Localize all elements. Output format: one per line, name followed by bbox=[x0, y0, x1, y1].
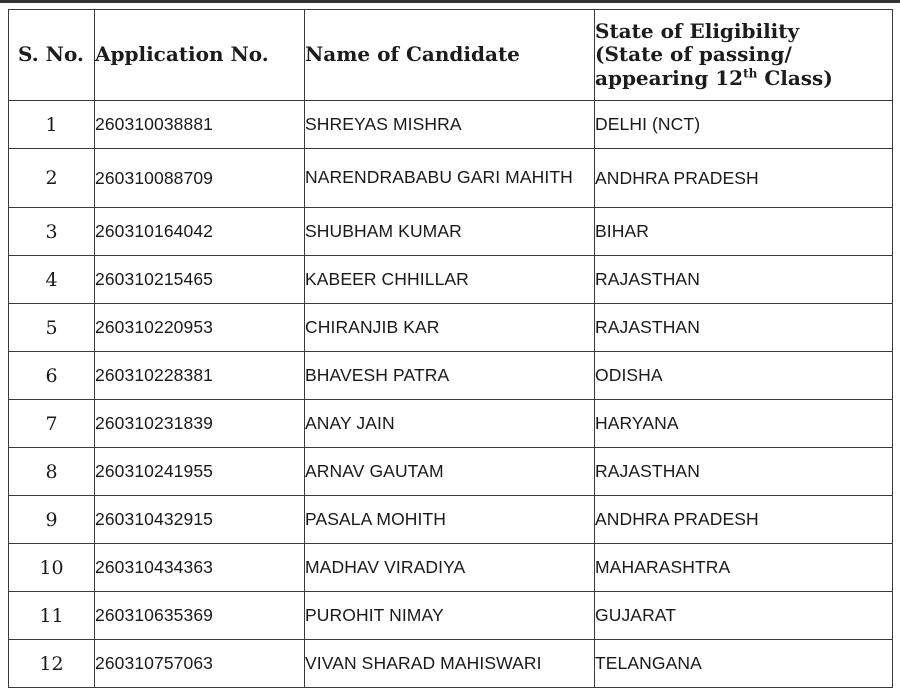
header-state-line-2: (State of passing/ bbox=[595, 42, 792, 67]
table-row bbox=[9, 352, 893, 400]
cell-state: ANDHRA PRADESH bbox=[595, 149, 893, 208]
cell-application-no: 260310231839 bbox=[95, 400, 305, 448]
header-state-of-eligibility bbox=[595, 10, 893, 101]
cell-candidate-name: KABEER CHHILLAR bbox=[305, 256, 595, 304]
header-candidate-name: Name of Candidate bbox=[305, 10, 595, 101]
cell-sno: 9 bbox=[9, 496, 95, 544]
header-state-superscript: th bbox=[743, 66, 758, 81]
cell-state: TELANGANA bbox=[595, 640, 893, 688]
cell-candidate-name: ARNAV GAUTAM bbox=[305, 448, 595, 496]
cell-candidate-name: MADHAV VIRADIYA bbox=[305, 544, 595, 592]
cell-application-no: 260310220953 bbox=[95, 304, 305, 352]
table-row bbox=[9, 304, 893, 352]
candidate-list-container bbox=[8, 9, 892, 688]
cell-sno: 4 bbox=[9, 256, 95, 304]
table-row bbox=[9, 544, 893, 592]
cell-state: GUJARAT bbox=[595, 592, 893, 640]
cell-candidate-name: VIVAN SHARAD MAHISWARI bbox=[305, 640, 595, 688]
cell-application-no: 260310228381 bbox=[95, 352, 305, 400]
cell-candidate-name: NARENDRABABU GARI MAHITH bbox=[305, 149, 595, 208]
cell-application-no: 260310215465 bbox=[95, 256, 305, 304]
cell-state: BIHAR bbox=[595, 208, 893, 256]
cell-application-no: 260310038881 bbox=[95, 101, 305, 149]
table-row bbox=[9, 208, 893, 256]
cell-state: RAJASTHAN bbox=[595, 256, 893, 304]
cell-state: RAJASTHAN bbox=[595, 304, 893, 352]
table-row bbox=[9, 448, 893, 496]
cell-sno: 3 bbox=[9, 208, 95, 256]
table-row bbox=[9, 149, 893, 208]
header-state-line-3-end: Class) bbox=[757, 65, 833, 90]
cell-application-no: 260310434363 bbox=[95, 544, 305, 592]
header-sno: S. No. bbox=[9, 10, 95, 101]
cell-sno: 1 bbox=[9, 101, 95, 149]
cell-sno: 2 bbox=[9, 149, 95, 208]
cell-state: MAHARASHTRA bbox=[595, 544, 893, 592]
table-body bbox=[9, 101, 893, 688]
header-application-no: Application No. bbox=[95, 10, 305, 101]
cell-candidate-name: SHREYAS MISHRA bbox=[305, 101, 595, 149]
cell-application-no: 260310432915 bbox=[95, 496, 305, 544]
cell-state: ODISHA bbox=[595, 352, 893, 400]
cell-application-no: 260310088709 bbox=[95, 149, 305, 208]
cell-application-no: 260310635369 bbox=[95, 592, 305, 640]
header-state-line-3-text: appearing 12 bbox=[595, 65, 744, 90]
cell-application-no: 260310757063 bbox=[95, 640, 305, 688]
cell-application-no: 260310241955 bbox=[95, 448, 305, 496]
cell-candidate-name: PASALA MOHITH bbox=[305, 496, 595, 544]
cell-state: DELHI (NCT) bbox=[595, 101, 893, 149]
cell-application-no: 260310164042 bbox=[95, 208, 305, 256]
cell-candidate-name: SHUBHAM KUMAR bbox=[305, 208, 595, 256]
page-top-border bbox=[0, 0, 900, 3]
cell-state: HARYANA bbox=[595, 400, 893, 448]
cell-candidate-name: PUROHIT NIMAY bbox=[305, 592, 595, 640]
cell-candidate-name: BHAVESH PATRA bbox=[305, 352, 595, 400]
header-state-line-1: State of Eligibility bbox=[595, 18, 800, 43]
cell-sno: 6 bbox=[9, 352, 95, 400]
cell-sno: 5 bbox=[9, 304, 95, 352]
cell-candidate-name: CHIRANJIB KAR bbox=[305, 304, 595, 352]
cell-sno: 11 bbox=[9, 592, 95, 640]
table-row bbox=[9, 592, 893, 640]
table-row bbox=[9, 640, 893, 688]
cell-state: ANDHRA PRADESH bbox=[595, 496, 893, 544]
table-row bbox=[9, 256, 893, 304]
table-header bbox=[9, 10, 893, 101]
cell-sno: 12 bbox=[9, 640, 95, 688]
header-state-line-3 bbox=[595, 67, 892, 91]
table-row bbox=[9, 101, 893, 149]
cell-sno: 7 bbox=[9, 400, 95, 448]
header-row bbox=[9, 10, 893, 101]
cell-state: RAJASTHAN bbox=[595, 448, 893, 496]
table-row bbox=[9, 400, 893, 448]
table-row bbox=[9, 496, 893, 544]
candidate-table bbox=[8, 9, 893, 688]
cell-candidate-name: ANAY JAIN bbox=[305, 400, 595, 448]
cell-sno: 10 bbox=[9, 544, 95, 592]
cell-sno: 8 bbox=[9, 448, 95, 496]
